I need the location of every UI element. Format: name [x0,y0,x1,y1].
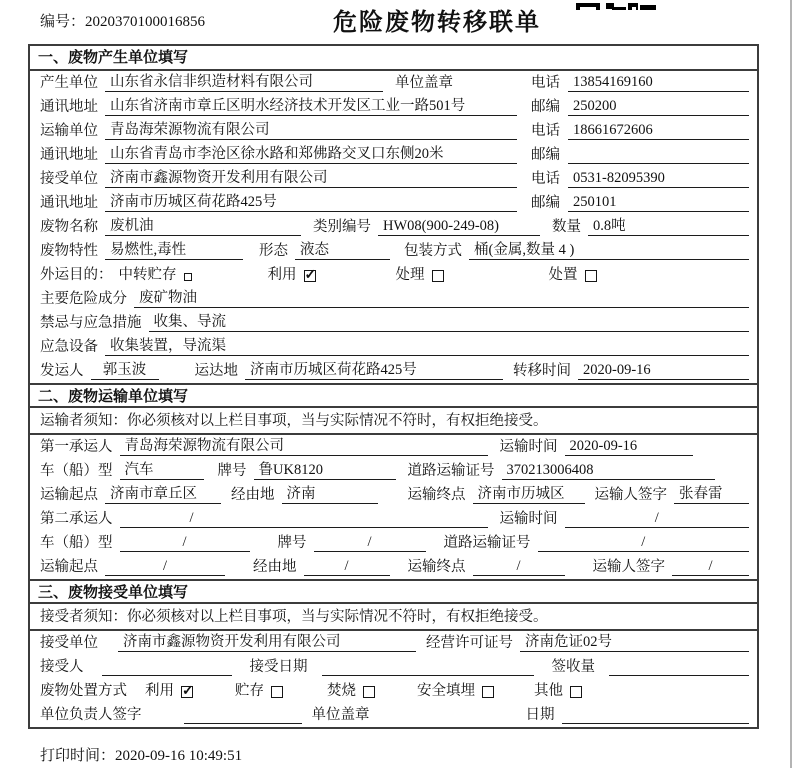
carrier-sign2-value: / [672,557,749,576]
receiver-address-value: 济南市历城区荷花路425号 [105,193,517,212]
transporter-phone-value: 18661672606 [568,121,749,140]
vehicle-type-label: 车（船）型 [40,535,113,551]
checkbox-icon [363,686,375,698]
purpose-option-dispose [549,263,597,284]
purpose-option-treat [396,263,444,284]
producer-phone-value: 13854169160 [568,73,749,92]
quantity-value: 0.8吨 [588,217,749,236]
document-number-label: 编号： [40,14,86,30]
purpose-label: 外运目的： [40,267,113,283]
transporter-address-value: 山东省青岛市李沧区徐水路和郑佛路交叉口东侧20米 [105,145,517,164]
unit-seal-label: 单位盖章 [311,707,370,723]
second-carrier-value: / [120,509,488,528]
phone-label: 电话 [531,171,560,187]
document-number [40,10,205,31]
receiver-label: 接受单位 [40,171,98,187]
origin2-value: / [105,557,225,576]
row-taboo-measures [30,311,757,335]
hazard-value: 废矿物油 [134,289,749,308]
address-label: 通讯地址 [40,99,98,115]
origin-label: 运输起点 [40,487,98,503]
vehicle-type-label: 车（船）型 [40,463,113,479]
endpoint1-value: 济南市历城区 [473,485,585,504]
checkbox-label: 利用 [145,683,174,699]
row-vehicle1 [30,459,757,483]
carrier-sign-label: 运输人签字 [594,487,667,503]
taboo-label: 禁忌与应急措施 [40,315,142,331]
equipment-value: 收集装置，导流渠 [105,337,749,356]
checkbox-icon [570,686,582,698]
endpoint-label: 运输终点 [407,559,466,575]
plate-label: 牌号 [217,463,247,479]
row-hazard-component [30,287,757,311]
date-label: 日期 [525,707,555,723]
hazard-label: 主要危险成分 [40,291,127,307]
receiver-value: 济南市鑫源物资开发利用有限公司 [105,169,517,188]
first-carrier-value: 青岛海荣源物流有限公司 [120,437,488,456]
disposal-option-storage [235,679,283,700]
page-title: 危险废物转移联单 [333,10,541,36]
checkbox-label: 处理 [395,267,425,283]
carrier-sign-label: 运输人签字 [592,559,665,575]
checkbox-label: 贮存 [235,683,264,699]
row-route2 [30,555,757,579]
receiver-notice: 接受者须知：你必须核对以上栏目事项，当与实际情况不符时，有权拒绝接受。 [30,604,757,631]
signed-amount-label: 签收量 [551,659,595,675]
receiving-unit-label: 接受单位 [40,635,98,651]
receiving-unit-value: 济南市鑫源物资开发利用有限公司 [118,633,416,652]
checkbox-label: 焚烧 [327,683,356,699]
transporter-notice: 运输者须知：你必须核对以上栏目事项，当与实际情况不符时，有权拒绝接受。 [30,408,757,435]
zip-label: 邮编 [531,147,560,163]
via-label: 经由地 [231,487,275,503]
date-value [562,705,750,724]
form-label: 形态 [259,243,288,259]
signed-amount-value [609,657,749,676]
checkbox-label: 中转贮存 [118,267,177,283]
producer-address-value: 山东省济南市章丘区明水经济技术开发区工业一路501号 [105,97,517,116]
receiving-person-value [102,657,232,676]
vehicle-type1-value: 汽车 [120,461,204,480]
transport-time-label: 运输时间 [499,439,558,455]
row-emergency-equipment [30,335,757,359]
section2-header: 二、废物运输单位填写 [30,383,757,408]
phone-label: 电话 [531,123,560,139]
section3-header: 三、废物接受单位填写 [30,579,757,604]
carrier-sign1-value: 张春雷 [674,485,749,504]
row-receiving-unit [30,631,757,655]
form-value: 液态 [295,241,390,260]
row-producer [30,71,757,95]
checkbox-icon [181,686,193,698]
destination-label: 运达地 [194,363,238,379]
row-disposal-method [30,679,757,703]
transfer-time-label: 转移时间 [513,363,571,379]
document-number-value: 2020370100016856 [85,14,206,30]
checkbox-label: 其他 [534,683,563,699]
via2-value: / [304,557,390,576]
transporter-zip-value [568,145,749,164]
origin1-value: 济南市章丘区 [105,485,221,504]
second-carrier-label: 第二承运人 [40,511,113,527]
checkbox-icon [271,686,283,698]
print-time-label: 打印时间： [40,748,116,764]
purpose-option-utilize [268,263,316,284]
endpoint2-value: / [473,557,565,576]
checkbox-icon [304,270,316,282]
disposal-option-other [534,679,582,700]
via-label: 经由地 [253,559,297,575]
producer-label: 产生单位 [40,75,98,91]
row-route1 [30,483,757,507]
checkbox-icon [184,273,192,281]
transfer-time-value: 2020-09-16 [578,361,749,380]
receiver-phone-value: 0531-82095390 [568,169,749,188]
purpose-option-transfer-storage [119,263,192,284]
producer-value: 山东省永信非织造材料有限公司 [105,73,383,92]
row-waste-name [30,215,757,239]
row-receiving-person [30,655,757,679]
address-label: 通讯地址 [40,147,98,163]
row-producer-address [30,95,757,119]
equipment-label: 应急设备 [40,339,98,355]
disposal-option-utilize [145,679,193,700]
checkbox-icon [482,686,494,698]
qr-code-partial-icon [576,0,656,10]
receiving-date-value [322,657,534,676]
row-waste-character [30,239,757,263]
receiver-zip-value: 250101 [568,193,749,212]
character-label: 废物特性 [40,243,98,259]
row-receiver [30,167,757,191]
row-head-signature [30,703,757,727]
road-license-label: 道路运输证号 [407,463,495,479]
road-license1-value: 370213006408 [502,461,716,480]
row-transfer-purpose [30,263,757,287]
disposal-method-label: 废物处置方式 [40,683,127,699]
origin-label: 运输起点 [40,559,98,575]
checkbox-label: 利用 [267,267,297,283]
waste-name-label: 废物名称 [40,219,98,235]
row-transporter [30,119,757,143]
quantity-label: 数量 [552,219,581,235]
row-second-carrier [30,507,757,531]
via1-value: 济南 [282,485,378,504]
permit-value: 济南危证02号 [520,633,749,652]
head-signature-value [184,705,302,724]
zip-label: 邮编 [531,99,560,115]
destination-value: 济南市历城区荷花路425号 [245,361,503,380]
checkbox-icon [585,270,597,282]
permit-label: 经营许可证号 [426,635,513,651]
row-receiver-address [30,191,757,215]
phone-label: 电话 [531,75,560,91]
row-first-carrier [30,435,757,459]
packaging-label: 包装方式 [404,243,462,259]
page-edge [790,0,792,768]
print-time [40,744,242,765]
unit-seal-label: 单位盖章 [395,75,453,91]
character-value: 易燃性,毒性 [105,241,243,260]
shipper-label: 发运人 [40,363,84,379]
head-signature-label: 单位负责人签字 [40,707,142,723]
receiving-date-label: 接受日期 [249,659,308,675]
transporter-label: 运输单位 [40,123,98,139]
transport-time1-value: 2020-09-16 [565,437,693,456]
print-time-value: 2020-09-16 10:49:51 [115,748,243,764]
row-shipper [30,359,757,383]
transport-time2-value: / [565,509,750,528]
first-carrier-label: 第一承运人 [40,439,113,455]
shipper-value: 郭玉波 [91,361,159,380]
address-label: 通讯地址 [40,195,98,211]
checkbox-label: 处置 [548,267,578,283]
receiving-person-label: 接受人 [40,659,84,675]
plate2-value: / [314,533,426,552]
category-value: HW08(900-249-08) [378,217,540,236]
transporter-value: 青岛海荣源物流有限公司 [105,121,517,140]
checkbox-icon [432,270,444,282]
checkbox-label: 安全填埋 [417,683,475,699]
row-transporter-address [30,143,757,167]
packaging-value: 桶(金属,数量 4 ) [469,241,749,260]
road-license-label: 道路运输证号 [443,535,531,551]
taboo-value: 收集、导流 [149,313,750,332]
zip-label: 邮编 [531,195,560,211]
producer-zip-value: 250200 [568,97,749,116]
endpoint-label: 运输终点 [407,487,466,503]
plate1-value: 鲁UK8120 [254,461,396,480]
transport-time-label: 运输时间 [499,511,558,527]
vehicle-type2-value: / [120,533,250,552]
disposal-option-incinerate [327,679,375,700]
road-license2-value: / [538,533,750,552]
row-vehicle2 [30,531,757,555]
category-label: 类别编号 [313,219,371,235]
plate-label: 牌号 [277,535,307,551]
waste-name-value: 废机油 [105,217,301,236]
transfer-manifest-form [28,44,759,729]
disposal-option-landfill [417,679,494,700]
section1-header: 一、废物产生单位填写 [30,46,757,71]
